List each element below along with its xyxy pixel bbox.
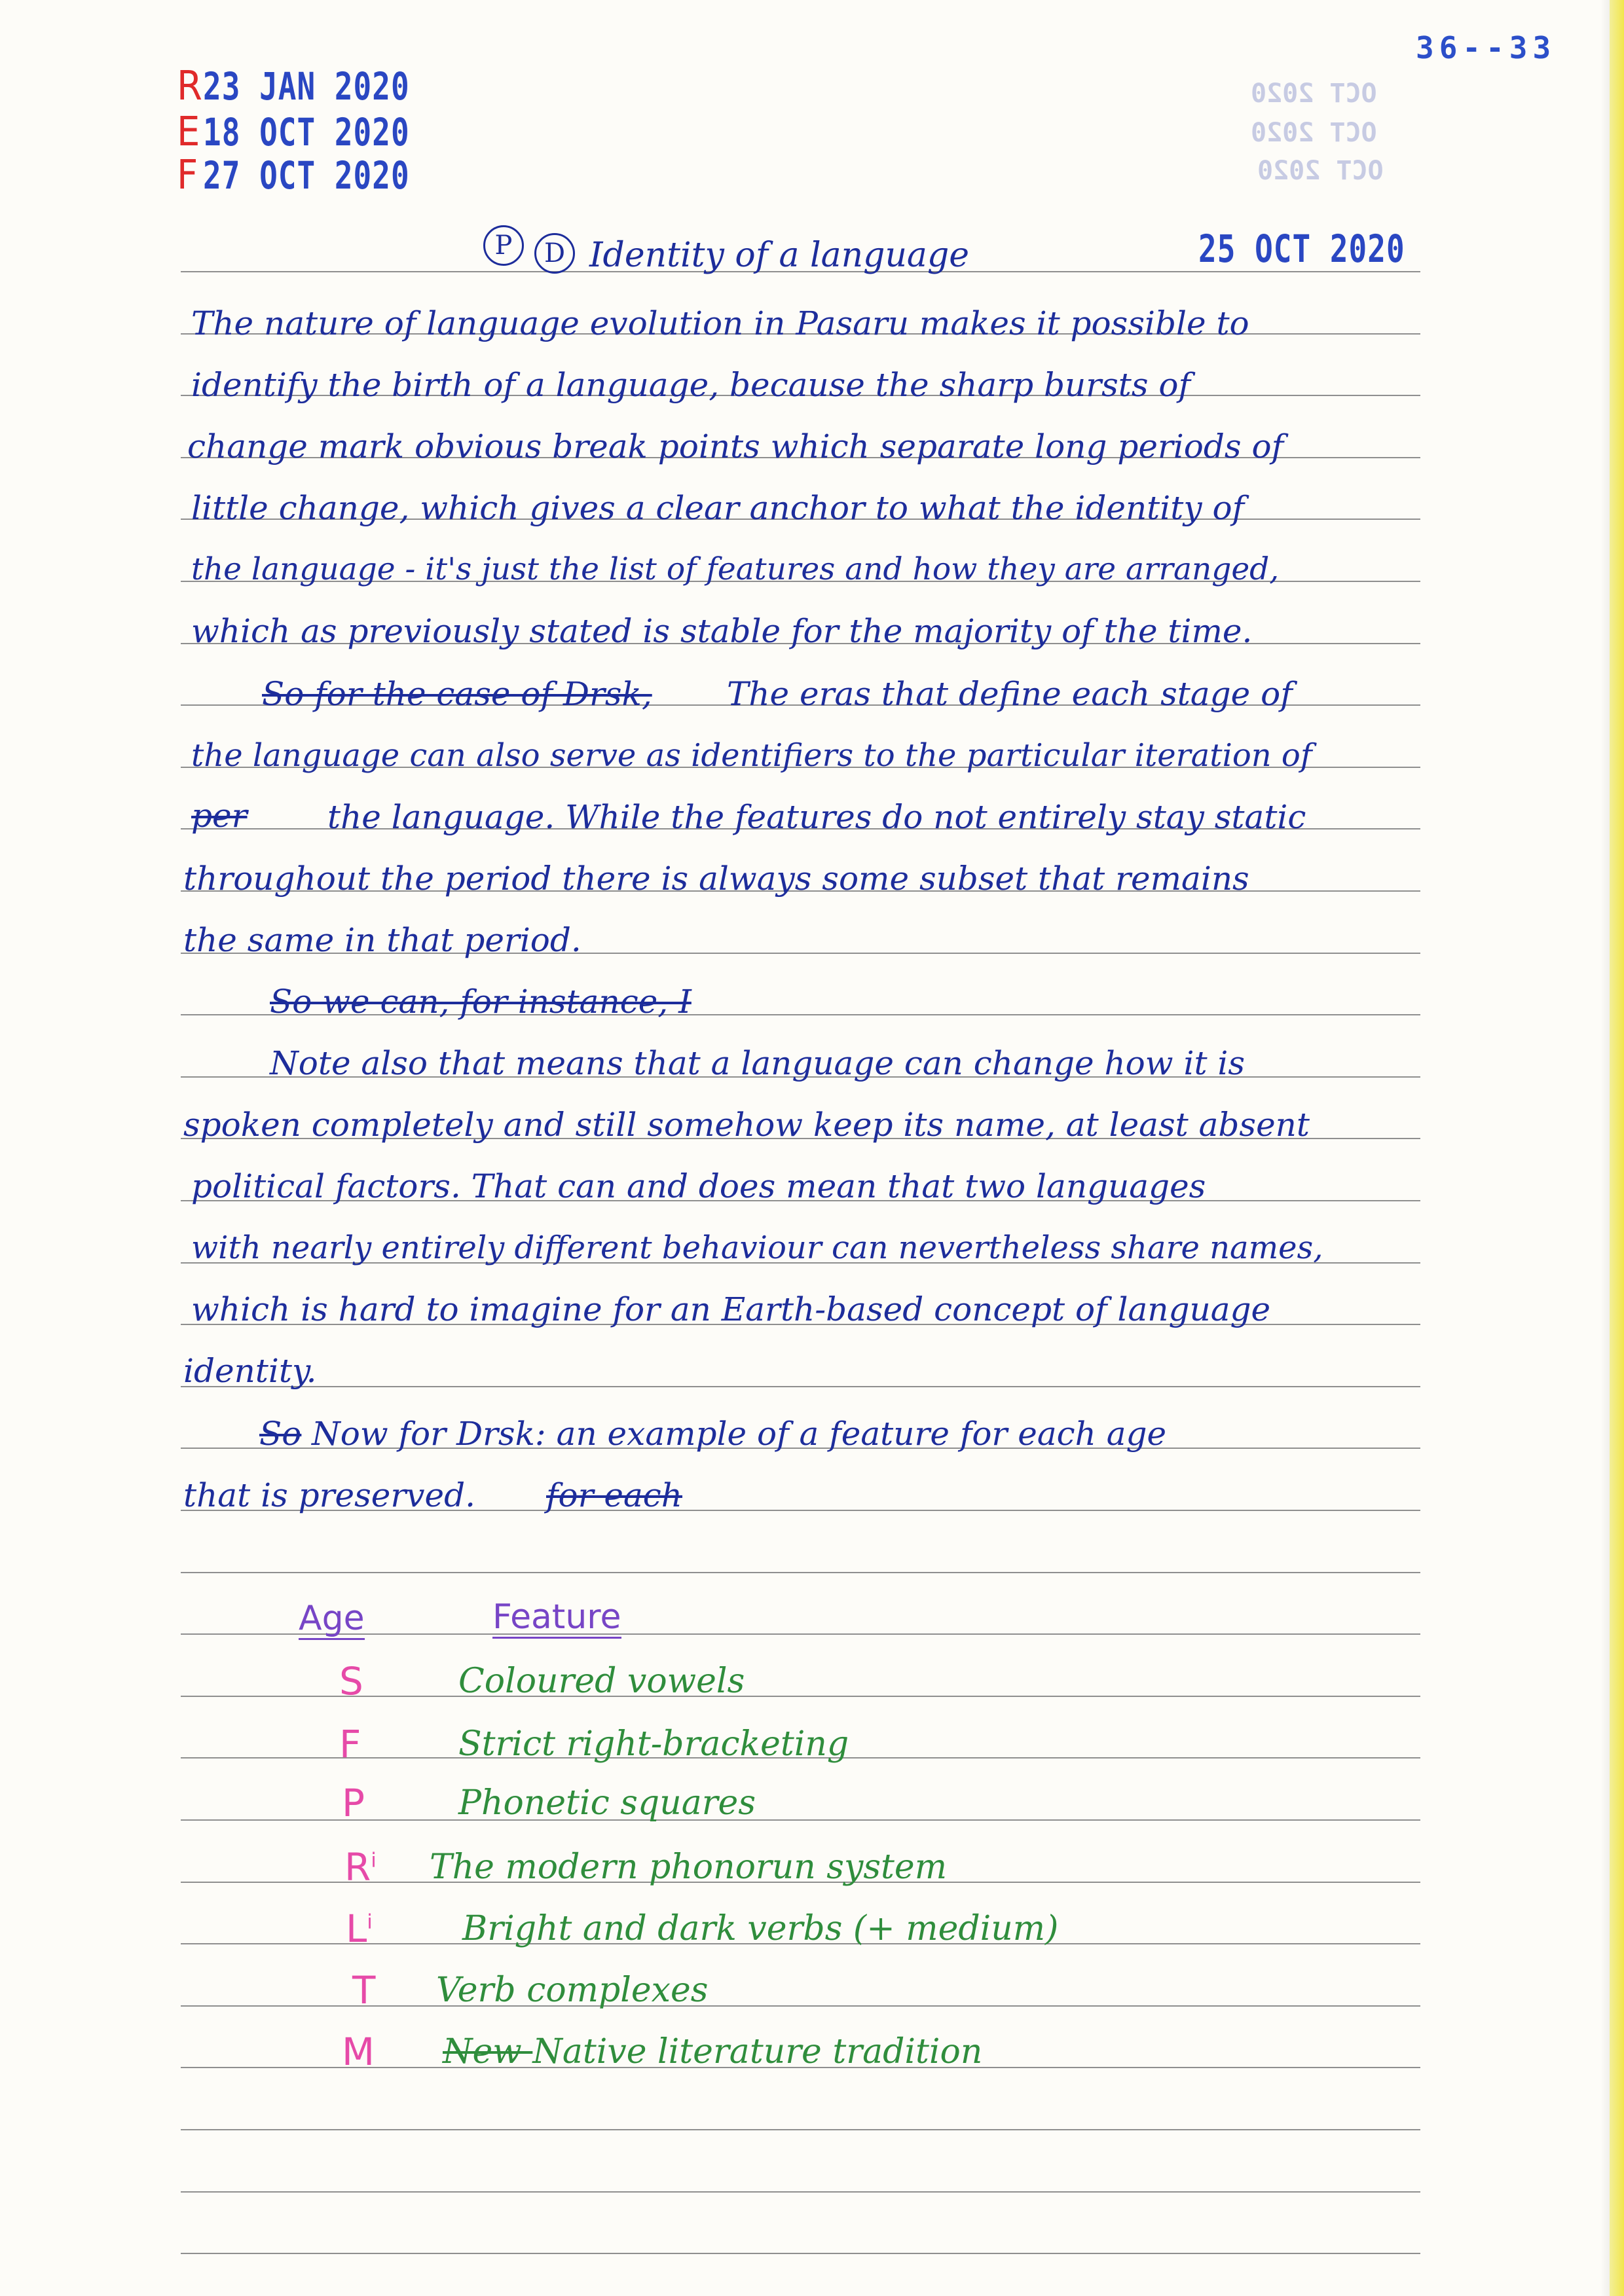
age-letter: L xyxy=(346,1906,367,1951)
text-line: Note also that means that a language can change how it is xyxy=(270,1044,1246,1082)
age-code xyxy=(344,1845,377,1889)
feature-label: Phonetic squares xyxy=(458,1783,756,1823)
text-line: identity. xyxy=(183,1352,317,1390)
age-letter: R xyxy=(344,1845,371,1889)
age-superscript: i xyxy=(371,1849,377,1872)
feature-label: Native literature tradition xyxy=(532,2032,983,2071)
text-line: the language can also serve as identifiers to the particular iteration of xyxy=(191,737,1312,774)
age-superscript: i xyxy=(367,1910,373,1934)
feature-label: Bright and dark verbs (+ medium) xyxy=(462,1909,1059,1948)
age-letter: F xyxy=(339,1722,361,1766)
age-letter: M xyxy=(342,2030,375,2074)
struck-text: So xyxy=(259,1415,302,1453)
struck-text: So for the case of Drsk, xyxy=(262,675,652,713)
struck-text: per xyxy=(191,797,248,835)
age-code xyxy=(342,2030,375,2074)
text-line: The eras that define each stage of xyxy=(727,675,1293,713)
text-line: The nature of language evolution in Pasaru makes it possible to xyxy=(191,304,1249,342)
age-code xyxy=(346,1906,373,1951)
age-code xyxy=(342,1781,365,1825)
ruled-line xyxy=(181,1572,1420,1573)
feature-label: Verb complexes xyxy=(436,1971,709,2010)
text-line: Now for Drsk: an example of a feature for each age xyxy=(312,1415,1167,1453)
stamp-code: R xyxy=(177,63,202,110)
bleed-through-stamp: OCT 2020 xyxy=(1257,156,1384,186)
ruled-line xyxy=(181,2129,1420,2130)
text-line: the language - it's just the list of features and how they are arranged, xyxy=(191,551,1280,587)
table-header-feature: Feature xyxy=(492,1597,621,1639)
age-letter: P xyxy=(342,1781,365,1825)
page-title: Identity of a language xyxy=(589,236,969,275)
text-line: that is preserved. xyxy=(183,1476,476,1514)
text-line: the language. While the features do not entirely stay static xyxy=(327,798,1306,836)
ruled-line xyxy=(181,1819,1420,1821)
feature-text xyxy=(458,1783,756,1823)
ruled-line xyxy=(181,1633,1420,1635)
bleed-through-stamp: OCT 2020 xyxy=(1251,118,1377,148)
feature-label: The modern phonorun system xyxy=(430,1848,948,1887)
circle-letter: D xyxy=(534,233,575,274)
title-date-stamp: 25 OCT 2020 xyxy=(1198,227,1405,271)
text-line: little change, which gives a clear anchor to what the identity of xyxy=(191,489,1245,527)
struck-text: for each xyxy=(546,1476,683,1514)
feature-text xyxy=(443,2032,982,2071)
feature-label: Coloured vowels xyxy=(458,1662,745,1701)
circle-letter: P xyxy=(483,225,524,266)
table-header-age: Age xyxy=(299,1599,365,1640)
stamp-code: F xyxy=(177,152,198,199)
notebook-edge xyxy=(1610,0,1624,2296)
text-line: throughout the period there is always some subset that remains xyxy=(183,860,1249,898)
age-code xyxy=(339,1659,363,1704)
ruled-line xyxy=(181,1386,1420,1387)
page-number: 36--33 xyxy=(1416,30,1557,65)
stamp-date: 18 OCT 2020 xyxy=(203,110,410,155)
feature-text xyxy=(436,1971,708,2010)
text-line: with nearly entirely different behaviour can nevertheless share names, xyxy=(191,1230,1323,1266)
age-letter: S xyxy=(339,1659,363,1704)
feature-text xyxy=(458,1724,849,1764)
text-line: political factors. That can and does mean that two languages xyxy=(191,1167,1206,1205)
age-code xyxy=(339,1722,361,1766)
bleed-through-stamp: OCT 2020 xyxy=(1251,79,1377,109)
struck-text: New xyxy=(443,2032,533,2071)
ruled-line xyxy=(181,2191,1420,2193)
feature-label: Strict right-bracketing xyxy=(458,1724,849,1764)
feature-text xyxy=(458,1662,745,1701)
feature-text xyxy=(462,1909,1058,1948)
text-line: identify the birth of a language, because the sharp bursts of xyxy=(191,366,1191,404)
feature-text xyxy=(430,1848,947,1887)
text-line: change mark obvious break points which separate long periods of xyxy=(187,428,1284,465)
stamp-date: 27 OCT 2020 xyxy=(203,153,410,198)
text-line: which is hard to imagine for an Earth-based concept of language xyxy=(191,1290,1271,1328)
stamp-date: 23 JAN 2020 xyxy=(203,64,410,109)
ruled-line xyxy=(181,2253,1420,2254)
stamp-code: E xyxy=(177,109,200,156)
page-edge-shadow xyxy=(1600,0,1610,2296)
text-line: spoken completely and still somehow keep its name, at least absent xyxy=(183,1106,1310,1144)
text-line: which as previously stated is stable for the majority of the time. xyxy=(191,612,1253,650)
ruled-line xyxy=(181,1696,1420,1697)
struck-line: So we can, for instance, I xyxy=(270,983,692,1021)
age-letter: T xyxy=(352,1968,376,2013)
text-line: the same in that period. xyxy=(183,921,581,959)
age-code xyxy=(352,1968,375,2013)
